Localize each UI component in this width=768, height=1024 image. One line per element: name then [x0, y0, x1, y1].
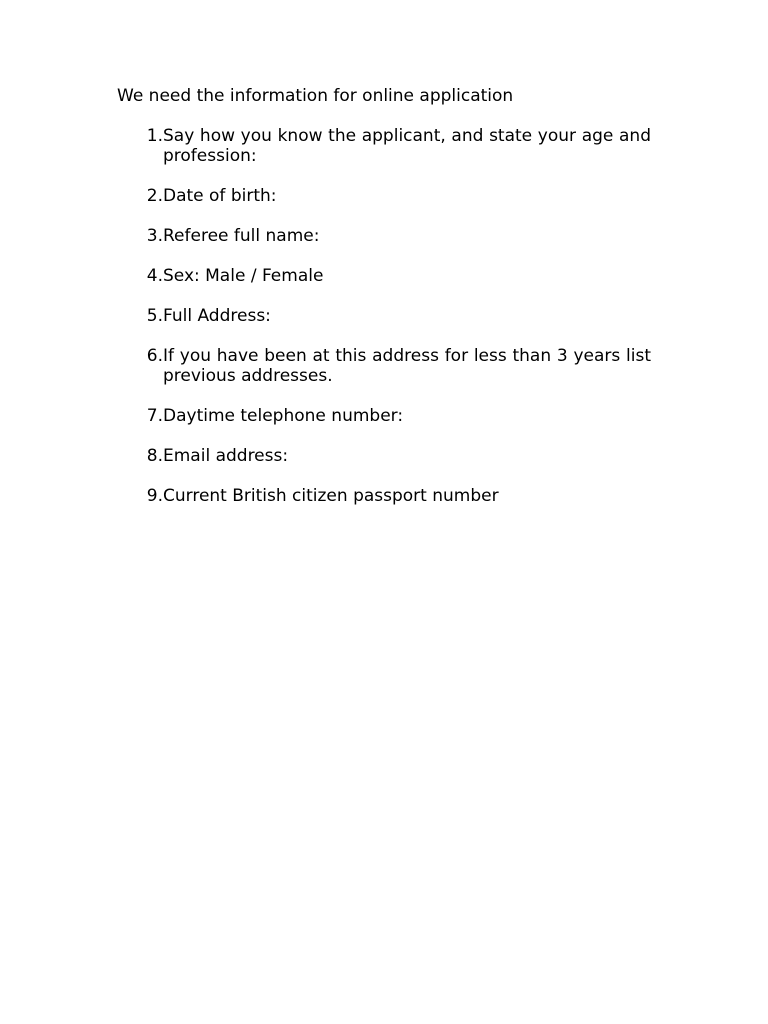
question-text: Full Address:: [163, 306, 271, 326]
question-list: [117, 126, 651, 526]
question-number: 3.: [146, 226, 163, 246]
question-item-3: [117, 226, 651, 246]
question-number: 8.: [146, 446, 163, 466]
question-item-2: [117, 186, 651, 206]
question-item-8: [117, 446, 651, 466]
question-number: 9.: [146, 486, 163, 506]
question-text: Say how you know the applicant, and state your age and profession:: [163, 126, 651, 166]
question-number: 7.: [146, 406, 163, 426]
question-text: Sex: Male / Female: [163, 266, 324, 286]
question-item-9: [117, 486, 651, 506]
question-text: If you have been at this address for less than 3 years list previous addresses.: [163, 346, 651, 386]
question-number: 5.: [146, 306, 163, 326]
question-number: 4.: [146, 266, 163, 286]
question-number: 6.: [146, 346, 163, 366]
question-text: Date of birth:: [163, 186, 277, 206]
question-text: Daytime telephone number:: [163, 406, 404, 426]
intro-text: We need the information for online application: [117, 86, 514, 106]
question-item-1: [117, 126, 651, 166]
question-text: Email address:: [163, 446, 289, 466]
question-item-6: [117, 346, 651, 386]
question-text: Referee full name:: [163, 226, 320, 246]
question-item-4: [117, 266, 651, 286]
question-item-5: [117, 306, 651, 326]
question-number: 1.: [146, 126, 163, 146]
question-number: 2.: [146, 186, 163, 206]
question-text: Current British citizen passport number: [163, 486, 499, 506]
question-item-7: [117, 406, 651, 426]
